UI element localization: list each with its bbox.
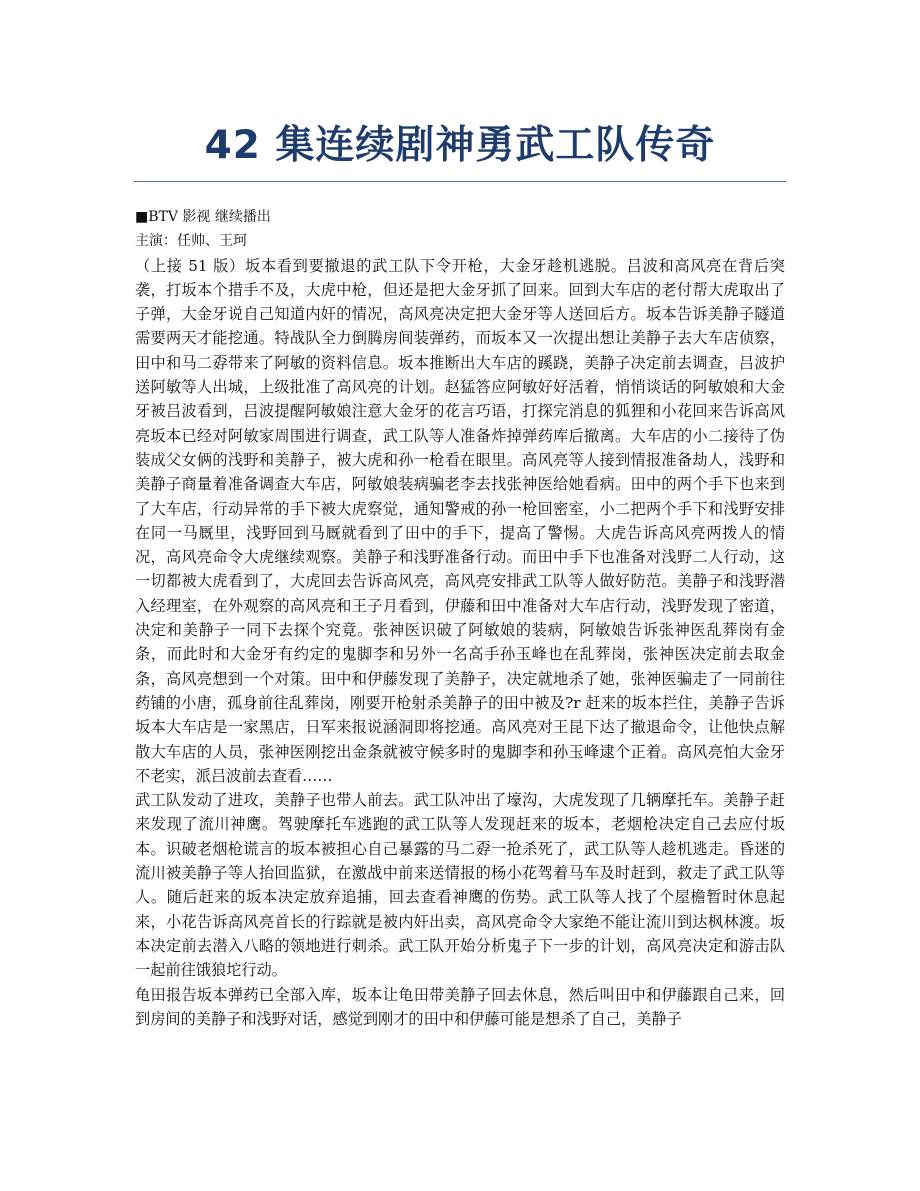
meta-cast-line: 主演：任帅、王珂 xyxy=(135,233,247,250)
meta-source-line: ■BTV 影视 继续播出 xyxy=(135,209,271,225)
document-title: 42 集连续剧神勇武工队传奇 xyxy=(204,123,716,168)
article-paragraph-1: （上接 51 版）坂本看到要撤退的武工队下令开枪，大金牙趁机逃脱。吕波和高风亮在背后突袭，打坂本个措手不及，大虎中枪，但还是把大金牙抓了回来。回到大车店的老付帮大虎取出了子弹，大金牙说自己知道内奸的情况，高风亮决定把大金牙等人送回后方。坂本告诉美静子隧道需要两天才能挖通。特战队全力倒腾房间装弹药，而坂本又一次提出想让美静子去大车店侦察，田中和马二孬带来了阿敏的资料信息。坂本推断出大车店的蹊跷，美静子决定前去调查，吕波护送阿敏等人出城，上级批准了高风亮的计划。赵猛答应阿敏好好活着，悄悄谈话的阿敏娘和大金牙被吕波看到，吕波提醒阿敏娘注意大金牙的花言巧语，打探完消息的狐狸和小花回来告诉高风亮坂本已经对阿敏家周围进行调查，武工队等人准备炸掉弹药库后撤离。大车店的小二接待了伪装成父女俩的浅野和美静子，被大虎和孙一枪看在眼里。高风亮等人接到情报准备劫人，浅野和美静子商量着准备调查大车店，阿敏娘装病骗老李去找张神医给她看病。田中的两个手下也来到了大车店，行动异常的手下被大虎察觉，通知警戒的孙一枪回密室，小二把两个手下和浅野安排在同一马厩里，浅野回到马厩就看到了田中的手下，提高了警惕。大虎告诉高风亮两拨人的情况，高风亮命令大虎继续观察。美静子和浅野准备行动。而田中手下也准备对浅野二人行动，这一切都被大虎看到了，大虎回去告诉高风亮，高风亮安排武工队等人做好防范。美静子和浅野潜入经理室，在外观察的高风亮和王子月看到，伊藤和田中准备对大车店行动，浅野发现了密道，决定和美静子一同下去探个究竟。张神医识破了阿敏娘的装病，阿敏娘告诉张神医乱葬岗有金条，而此时和大金牙有约定的鬼脚李和另外一名高手孙玉峰也在乱葬岗，张神医决定前去取金条，高风亮想到一个对策。田中和伊藤发现了美静子，决定就地杀了她，张神医骗走了一同前往药铺的小唐，孤身前往乱葬岗，刚要开枪射杀美静子的田中被及?r 赶来的坂本拦住，美静子告诉坂本大车店是一家黑店，日军来报说涵洞即将挖通。高风亮对王昆下达了撤退命令，让他快点解散大车店的人员，张神医刚挖出金条就被守候多时的鬼脚李和孙玉峰逮个正着。高风亮怕大金牙不老实，派吕波前去查看…… xyxy=(135,256,785,785)
article-paragraph-2: 武工队发动了进攻，美静子也带人前去。武工队冲出了壕沟，大虎发现了几辆摩托车。美静子赶来发现了流川神鹰。驾驶摩托车逃跑的武工队等人发现赶来的坂本，老烟枪决定自己去应付坂本。识破老烟枪谎言的坂本被担心自己暴露的马二孬一抢杀死了，武工队等人趁机逃走。昏迷的流川被美静子等人抬回监狱，在激战中前来送情报的杨小花驾着马车及时赶到，救走了武工队等人。随后赶来的坂本决定放弃追捕，回去查看神鹰的伤势。武工队等人找了个屋檐暂时休息起来，小花告诉高风亮首长的行踪就是被内奸出卖，高风亮命令大家绝不能让流川到达枫林渡。坂本决定前去潜入八略的领地进行刺杀。武工队开始分析鬼子下一步的计划，高风亮决定和游击队一起前往饿狼坨行动。 xyxy=(135,791,785,980)
article-paragraph-3: 龟田报告坂本弹药已全部入库，坂本让龟田带美静子回去休息，然后叫田中和伊藤跟自己来，回到房间的美静子和浅野对话，感觉到刚才的田中和伊藤可能是想杀了自己，美静子 xyxy=(135,985,785,1028)
title-divider xyxy=(134,181,786,182)
article-body xyxy=(135,205,785,1031)
